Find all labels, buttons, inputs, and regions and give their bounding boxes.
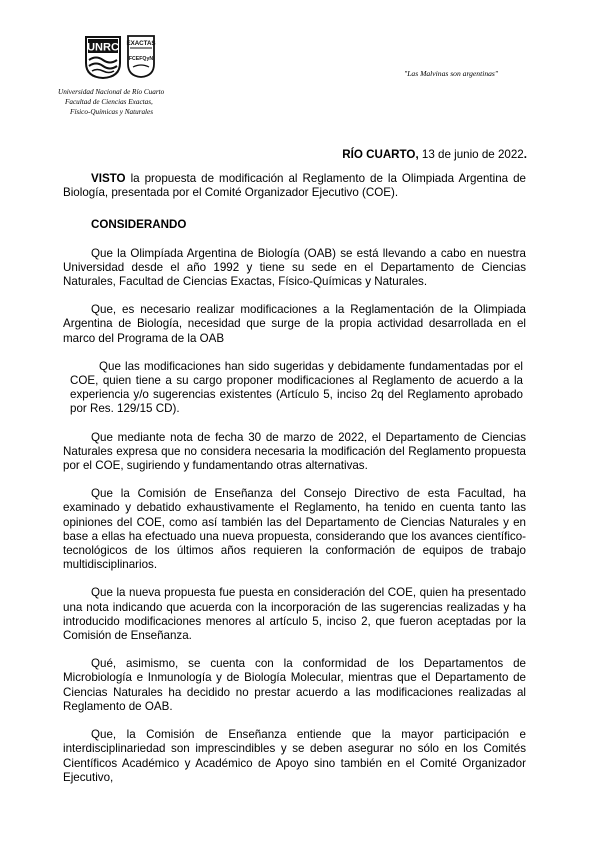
paragraph-1: Que la Olimpíada Argentina de Biología (OAB) se está llevando a cabo en nuestra Universidad desde el año 1992 y tiene su sede en el Departamento de Ciencias Naturales, Facultad de Ciencias Exactas, Físico-Químicas y Naturales. [63,246,526,289]
considerando-heading: CONSIDERANDO [91,218,187,232]
motto: "Las Malvinas son argentinas" [404,69,499,78]
university-header [50,87,220,117]
paragraph-5: Que la Comisión de Enseñanza del Consejo Directivo de esta Facultad, ha examinado y debatido exhaustivamente el Reglamento, ha tenido en cuenta tanto las opiniones del COE, como así también las del Departamento de Ciencias Naturales y en base a ellas ha efectuado una nueva propuesta, considerando que los avances científico-tecnológicos de los últimos años requieren la conformación de equipos de trabajo multidisciplinarios. [63,487,526,572]
date-end: . [523,148,527,161]
exactas-logo-top-text: EXACTAS [126,40,156,47]
paragraph-8: Que, la Comisión de Enseñanza entiende que la mayor participación e interdisciplinariedad son imprescindibles y se deben asegurar no sólo en los Comités Científicos Académico y Académico de Apoyo sino también en el Comité Organizador Ejecutivo, [63,728,526,784]
exactas-logo-bottom-text: FCEFQyN [128,56,154,62]
paragraph-4: Que mediante nota de fecha 30 de marzo de 2022, el Departamento de Ciencias Naturales expresa que no considera necesaria la modificación del Reglamento propuesta por el COE, sugiriendo y fundamentando otras alternativas. [63,430,526,473]
visto-text: la propuesta de modificación al Reglamento de la Olimpiada Argentina de Biología, presentada por el Comité Organizador Ejecutivo (COE). [63,172,526,200]
university-name: Universidad Nacional de Río Cuarto [58,88,165,96]
paragraph-6: Que la nueva propuesta fue puesta en consideración del COE, quien ha presentado una nota indicando que acuerda con la incorporación de las sugerencias realizadas y ha introducido modificaciones menores al artículo 5, inciso 2, que fueron aceptadas por la Comisión de Enseñanza. [63,586,526,643]
visto-label: VISTO [91,172,126,185]
faculty-name-line2: Físico-Químicas y Naturales [70,108,154,116]
date-value: 13 de junio de 2022 [418,148,524,161]
exactas-logo [126,34,156,78]
date-line [342,148,527,161]
paragraph-2: Que, es necesario realizar modificaciones a la Reglamentación de la Olimpiada Argentina de Biología, necesidad que surge de la propia actividad desarrollada en el marco del Programa de la OAB [63,303,526,345]
faculty-name-line1: Facultad de Ciencias Exactas, [65,98,153,106]
visto-paragraph [63,172,526,200]
unrc-logo [84,33,122,79]
paragraph-7: Qué, asimismo, se cuenta con la conformidad de los Departamentos de Microbiología e Inmunología y de Biología Molecular, mientras que el Departamento de Ciencias Naturales ha decidido no prestar acuerdo a las modificaciones realizadas al Reglamento de OAB. [63,657,526,713]
date-place: RÍO CUARTO, [342,148,419,161]
unrc-logo-text: UNRC [87,41,119,54]
document-body [63,172,526,785]
paragraph-3: Que las modificaciones han sido sugeridas y debidamente fundamentadas por el COE, quien tiene a su cargo proponer modificaciones al Reglamento de acuerdo a la experiencia y/o sugerencias existentes (Artículo 5, inciso 2q del Reglamento aprobado por Res. 129/15 CD). [70,359,523,416]
